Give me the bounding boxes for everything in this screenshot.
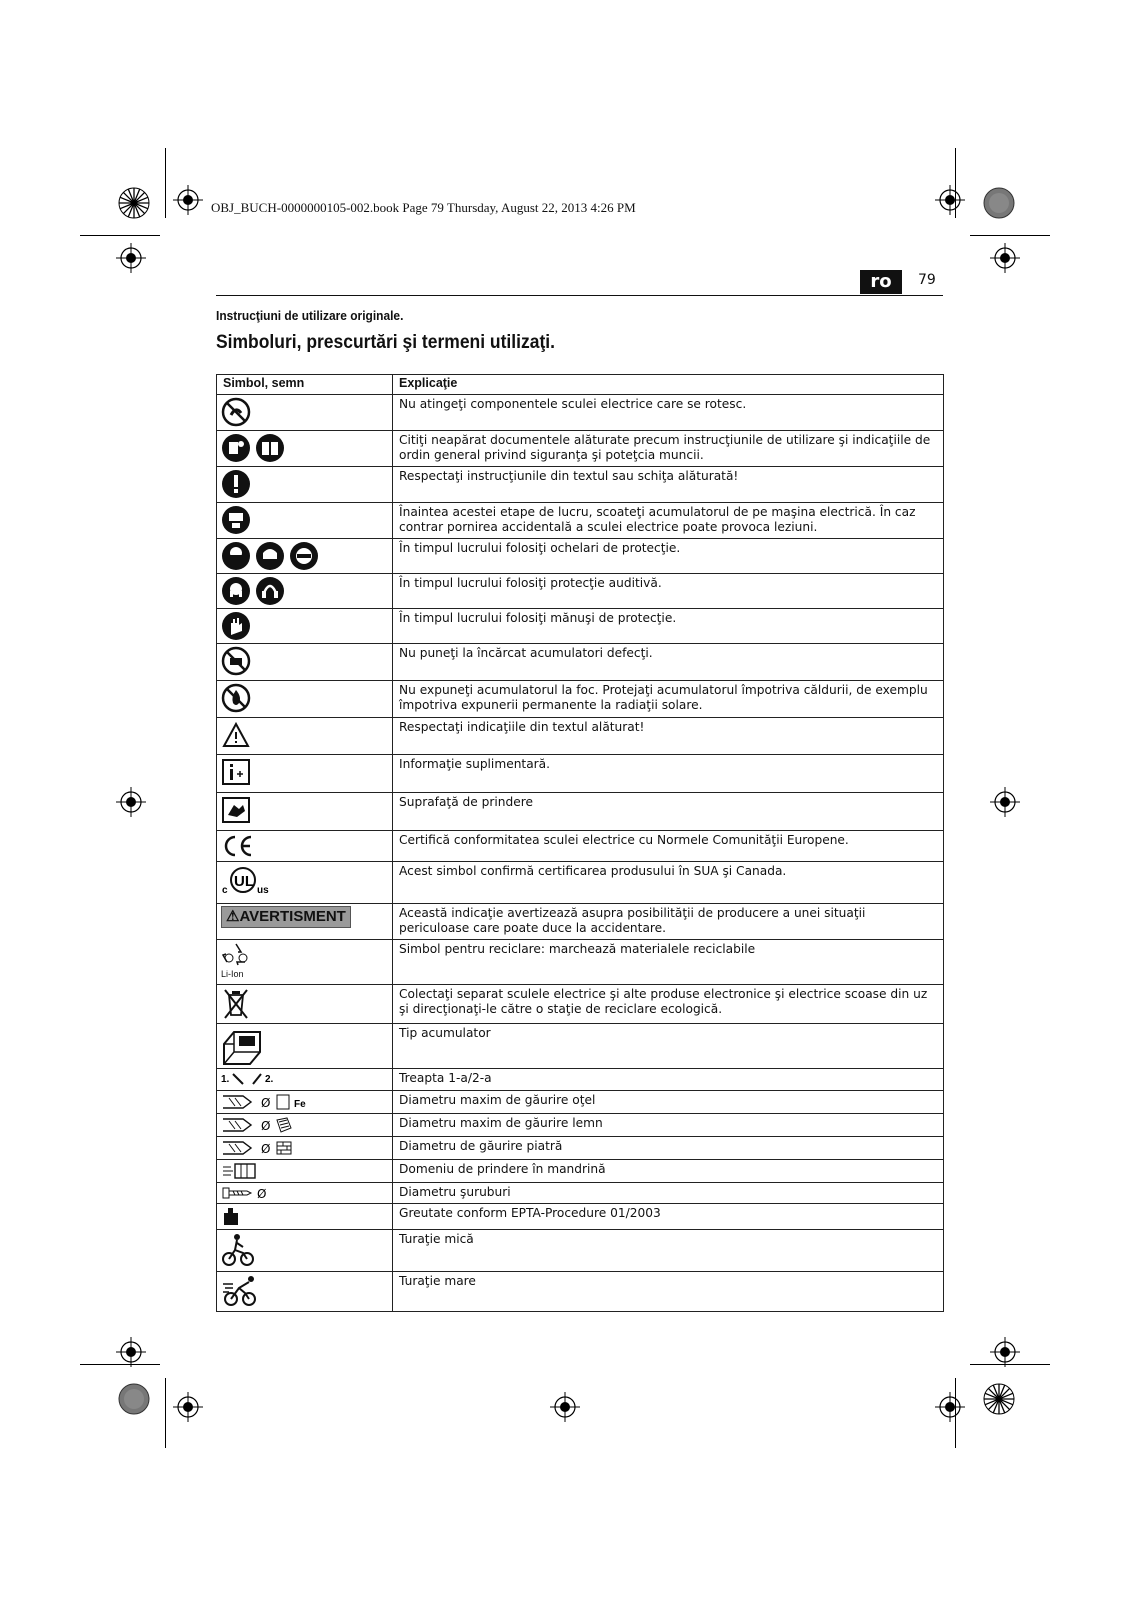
explanation-cell: Informaţie suplimentară.	[393, 755, 944, 793]
registration-mark-icon	[119, 246, 143, 270]
registration-mark-icon	[119, 790, 143, 814]
symbol-cell	[217, 395, 393, 431]
explanation-cell: Diametru de găurire piatră	[393, 1137, 944, 1160]
explanation-cell: Turaţie mică	[393, 1230, 944, 1272]
symbol-cell	[217, 1091, 393, 1114]
table-row	[217, 503, 944, 539]
table-row	[217, 1137, 944, 1160]
no-touch-rotating-icon	[221, 397, 251, 427]
diameter-symbol: Ø	[257, 1187, 267, 1201]
symbol-cell	[217, 718, 393, 755]
explanation-cell: În timpul lucrului folosiţi protecţie auditivă.	[393, 574, 944, 609]
table-row	[217, 862, 944, 904]
symbol-cell	[217, 904, 393, 940]
crop-line	[165, 148, 166, 218]
table-row	[217, 755, 944, 793]
explanation-cell: Colectaţi separat sculele electrice şi alte produse electronice şi electrice scoase din uz şi direcţionaţi-le către o staţie de reciclare ecologică.	[393, 985, 944, 1024]
symbol-cell	[217, 431, 393, 467]
warning-label-text: AVERTISMENT	[239, 908, 346, 925]
crop-line	[970, 1364, 1050, 1365]
table-row	[217, 467, 944, 503]
explanation-cell: Tip acumulator	[393, 1024, 944, 1069]
cul-us-text: us	[257, 885, 269, 896]
symbol-cell	[217, 1204, 393, 1230]
crop-line	[80, 235, 160, 236]
symbol-cell	[217, 1230, 393, 1272]
explanation-cell: Nu puneţi la încărcat acumulatori defecţi.	[393, 644, 944, 681]
registration-mark-icon	[119, 1340, 143, 1364]
table-row	[217, 431, 944, 467]
screw-diameter-icon	[221, 1185, 281, 1201]
grip-surface-icon	[221, 795, 251, 825]
no-fire-icon	[221, 683, 251, 713]
page-number: 79	[918, 272, 936, 288]
explanation-cell: Înaintea acestei etape de lucru, scoateţi acumulatorul de pe maşina electrică. În caz contrar pornirea accidentală a sculei electrice poate provoca leziuni.	[393, 503, 944, 539]
table-row	[217, 1183, 944, 1204]
table-row	[217, 904, 944, 940]
table-row	[217, 718, 944, 755]
table-row	[217, 1230, 944, 1272]
registration-mark-icon	[176, 188, 200, 212]
explanation-cell: Domeniu de prindere în mandrină	[393, 1160, 944, 1183]
chuck-range-icon	[221, 1162, 265, 1180]
registration-mark-icon	[938, 188, 962, 212]
column-header-explanation: Explicaţie	[393, 375, 944, 395]
explanation-cell: Respectaţi indicaţiile din textul alăturat!	[393, 718, 944, 755]
gear-stage-icon	[221, 1071, 281, 1087]
explanation-cell: În timpul lucrului folosiţi ochelari de protecţie.	[393, 539, 944, 574]
symbol-cell	[217, 681, 393, 718]
warning-triangle-icon: ⚠	[226, 908, 240, 925]
table-row	[217, 539, 944, 574]
remove-battery-icon	[221, 505, 251, 535]
goggles-icon	[289, 541, 319, 571]
symbol-cell	[217, 609, 393, 644]
language-badge: ro	[860, 270, 902, 294]
explanation-cell: Certifică conformitatea sculei electrice cu Normele Comunităţii Europene.	[393, 831, 944, 862]
li-ion-label: Li-Ion	[221, 969, 244, 979]
explanation-cell: Acest simbol confirmă certificarea produsului în SUA şi Canada.	[393, 862, 944, 904]
explanation-cell: În timpul lucrului folosiţi mănuşi de protecţie.	[393, 609, 944, 644]
explanation-cell: Diametru maxim de găurire oţel	[393, 1091, 944, 1114]
ear-muffs-icon	[255, 576, 285, 606]
weee-bin-icon	[221, 987, 251, 1021]
symbol-cell	[217, 1069, 393, 1091]
symbol-cell	[217, 831, 393, 862]
book-icon	[255, 433, 285, 463]
symbol-cell	[217, 1024, 393, 1069]
symbol-cell	[217, 793, 393, 831]
diameter-symbol: Ø	[261, 1096, 271, 1110]
symbol-cell	[217, 574, 393, 609]
recycle-icon	[221, 942, 251, 966]
mandatory-exclamation-icon	[221, 469, 251, 499]
symbol-cell	[217, 1137, 393, 1160]
symbols-table	[216, 374, 944, 1312]
table-row	[217, 609, 944, 644]
explanation-cell: Diametru şuruburi	[393, 1183, 944, 1204]
symbol-cell	[217, 1272, 393, 1312]
symbol-cell	[217, 644, 393, 681]
table-row	[217, 1091, 944, 1114]
explanation-cell: Greutate conform EPTA-Procedure 01/2003	[393, 1204, 944, 1230]
registration-mark-icon	[938, 1395, 962, 1419]
read-manual-icon	[221, 433, 251, 463]
drill-stone-icon	[221, 1139, 321, 1157]
diameter-symbol: Ø	[261, 1119, 271, 1133]
explanation-cell: Turaţie mare	[393, 1272, 944, 1312]
cul-c-text: c	[222, 885, 228, 896]
table-row	[217, 793, 944, 831]
table-row	[217, 574, 944, 609]
ce-mark-icon	[221, 833, 255, 859]
symbol-cell	[217, 539, 393, 574]
explanation-cell: Citiţi neapărat documentele alăturate precum instrucţiunile de utilizare şi indicaţiile de ordin general privind siguranţa şi poteţcia muncii.	[393, 431, 944, 467]
explanation-cell: Nu atingeţi componentele sculei electrice care se rotesc.	[393, 395, 944, 431]
table-row	[217, 1069, 944, 1091]
file-header: OBJ_BUCH-0000000105-002.book Page 79 Thursday, August 22, 2013 4:26 PM	[211, 200, 636, 215]
warning-triangle-icon	[221, 720, 251, 750]
fe-text: Fe	[294, 1099, 306, 1110]
starburst-mark-icon	[983, 1383, 1015, 1415]
symbol-cell	[217, 467, 393, 503]
table-row	[217, 940, 944, 985]
weight-icon	[221, 1206, 241, 1226]
symbol-cell	[217, 1183, 393, 1204]
high-speed-icon	[221, 1274, 261, 1308]
symbol-cell	[217, 985, 393, 1024]
stage-2-text: 2.	[265, 1074, 274, 1085]
registration-mark-icon	[993, 790, 1017, 814]
registration-mark-icon	[993, 1340, 1017, 1364]
diameter-symbol: Ø	[261, 1142, 271, 1156]
table-row	[217, 644, 944, 681]
crop-line	[970, 235, 1050, 236]
document-subtitle: Instrucţiuni de utilizare originale.	[216, 308, 404, 323]
explanation-cell: Simbol pentru reciclare: marchează materialele reciclabile	[393, 940, 944, 985]
low-speed-icon	[221, 1232, 255, 1268]
symbol-cell	[217, 1114, 393, 1137]
explanation-cell: Această indicaţie avertizează asupra posibilităţii de producere a unei situaţii periculoase care poate duce la accidentare.	[393, 904, 944, 940]
eye-protection-icon	[221, 541, 251, 571]
table-header-row	[217, 375, 944, 395]
page-title: Simboluri, prescurtări şi termeni utilizaţi.	[216, 332, 556, 353]
column-header-symbol: Simbol, semn	[217, 375, 393, 395]
table-row	[217, 681, 944, 718]
table-row	[217, 1204, 944, 1230]
table-row	[217, 831, 944, 862]
no-charge-defective-icon	[221, 646, 251, 676]
explanation-cell: Nu expuneţi acumulatorul la foc. Protejaţi acumulatorul împotriva căldurii, de exemplu împotriva expunerii permanente la radiaţii solare.	[393, 681, 944, 718]
grey-circle-mark-icon	[118, 1383, 150, 1415]
symbol-cell	[217, 1160, 393, 1183]
explanation-cell: Diametru maxim de găurire lemn	[393, 1114, 944, 1137]
warning-label	[221, 906, 351, 928]
table-row	[217, 1114, 944, 1137]
ear-protection-icon	[221, 576, 251, 606]
table-row	[217, 395, 944, 431]
info-plus-icon	[221, 757, 251, 787]
explanation-cell: Respectaţi instrucţiunile din textul sau schiţa alăturată!	[393, 467, 944, 503]
face-shield-icon	[255, 541, 285, 571]
registration-mark-icon	[553, 1395, 577, 1419]
drill-steel-icon	[221, 1093, 321, 1111]
cul-ul-text: UL	[234, 873, 254, 890]
grey-circle-mark-icon	[983, 187, 1015, 219]
registration-mark-icon	[993, 246, 1017, 270]
table-row	[217, 985, 944, 1024]
table-row	[217, 1160, 944, 1183]
explanation-cell: Suprafaţă de prindere	[393, 793, 944, 831]
symbol-cell	[217, 940, 393, 985]
explanation-cell: Treapta 1-a/2-a	[393, 1069, 944, 1091]
symbol-cell	[217, 862, 393, 904]
cul-us-icon	[221, 864, 277, 898]
symbol-cell	[217, 755, 393, 793]
symbol-cell	[217, 503, 393, 539]
table-row	[217, 1024, 944, 1069]
starburst-mark-icon	[118, 187, 150, 219]
drill-wood-icon	[221, 1116, 321, 1134]
battery-pack-icon	[221, 1026, 265, 1066]
header-rule	[216, 295, 943, 296]
crop-line	[80, 1364, 160, 1365]
registration-mark-icon	[176, 1395, 200, 1419]
stage-1-text: 1.	[221, 1074, 230, 1085]
crop-line	[165, 1378, 166, 1448]
table-row	[217, 1272, 944, 1312]
gloves-icon	[221, 611, 251, 641]
